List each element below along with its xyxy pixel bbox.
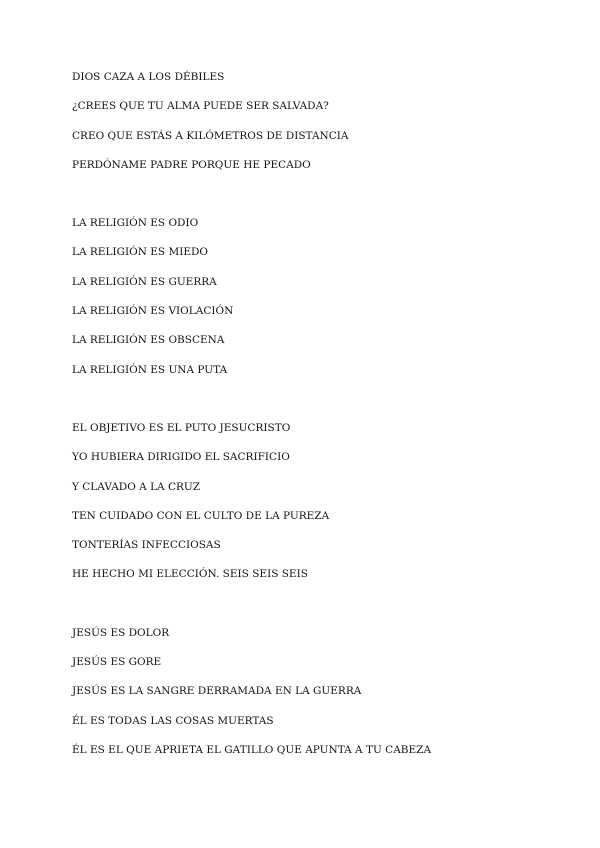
text-line: CREO QUE ESTÁS A KILÓMETROS DE DISTANCIA	[72, 129, 349, 142]
text-line: JESÚS ES LA SANGRE DERRAMADA EN LA GUERRA	[72, 685, 362, 698]
text-line: ¿CREES QUE TU ALMA PUEDE SER SALVADA?	[72, 100, 329, 113]
text-line: JESÚS ES GORE	[72, 656, 162, 669]
text-line: TONTERÍAS INFECCIOSAS	[72, 539, 221, 552]
text-line: ÉL ES EL QUE APRIETA EL GATILLO QUE APUNTA A TU CABEZA	[72, 743, 432, 756]
text-line: TEN CUIDADO CON EL CULTO DE LA PUREZA	[72, 509, 330, 522]
text-line: LA RELIGIÓN ES VIOLACIÓN	[72, 305, 234, 318]
text-line: LA RELIGIÓN ES OBSCENA	[72, 334, 225, 347]
text-line: DIOS CAZA A LOS DÉBILES	[72, 71, 225, 83]
text-line: LA RELIGIÓN ES MIEDO	[72, 246, 209, 259]
stanza-3	[72, 421, 572, 597]
text-line: YO HUBIERA DIRIGIDO EL SACRIFICIO	[72, 451, 290, 464]
stanza-4	[72, 626, 572, 772]
text-line: ÉL ES TODAS LAS COSAS MUERTAS	[72, 714, 274, 727]
stanza-2	[72, 216, 572, 392]
stanza-1	[72, 70, 572, 187]
text-line: LA RELIGIÓN ES ODIO	[72, 217, 199, 230]
text-line: LA RELIGIÓN ES GUERRA	[72, 275, 217, 288]
text-line: LA RELIGIÓN ES UNA PUTA	[72, 363, 228, 376]
lyrics-text	[72, 70, 572, 801]
text-line: EL OBJETIVO ES EL PUTO JESUCRISTO	[72, 421, 291, 434]
text-line: HE HECHO MI ELECCIÓN. SEIS SEIS SEIS	[72, 568, 308, 581]
text-line: PERDÓNAME PADRE PORQUE HE PECADO	[72, 158, 311, 171]
text-line: JESÚS ES DOLOR	[72, 626, 170, 639]
text-line: Y CLAVADO A LA CRUZ	[72, 480, 201, 493]
